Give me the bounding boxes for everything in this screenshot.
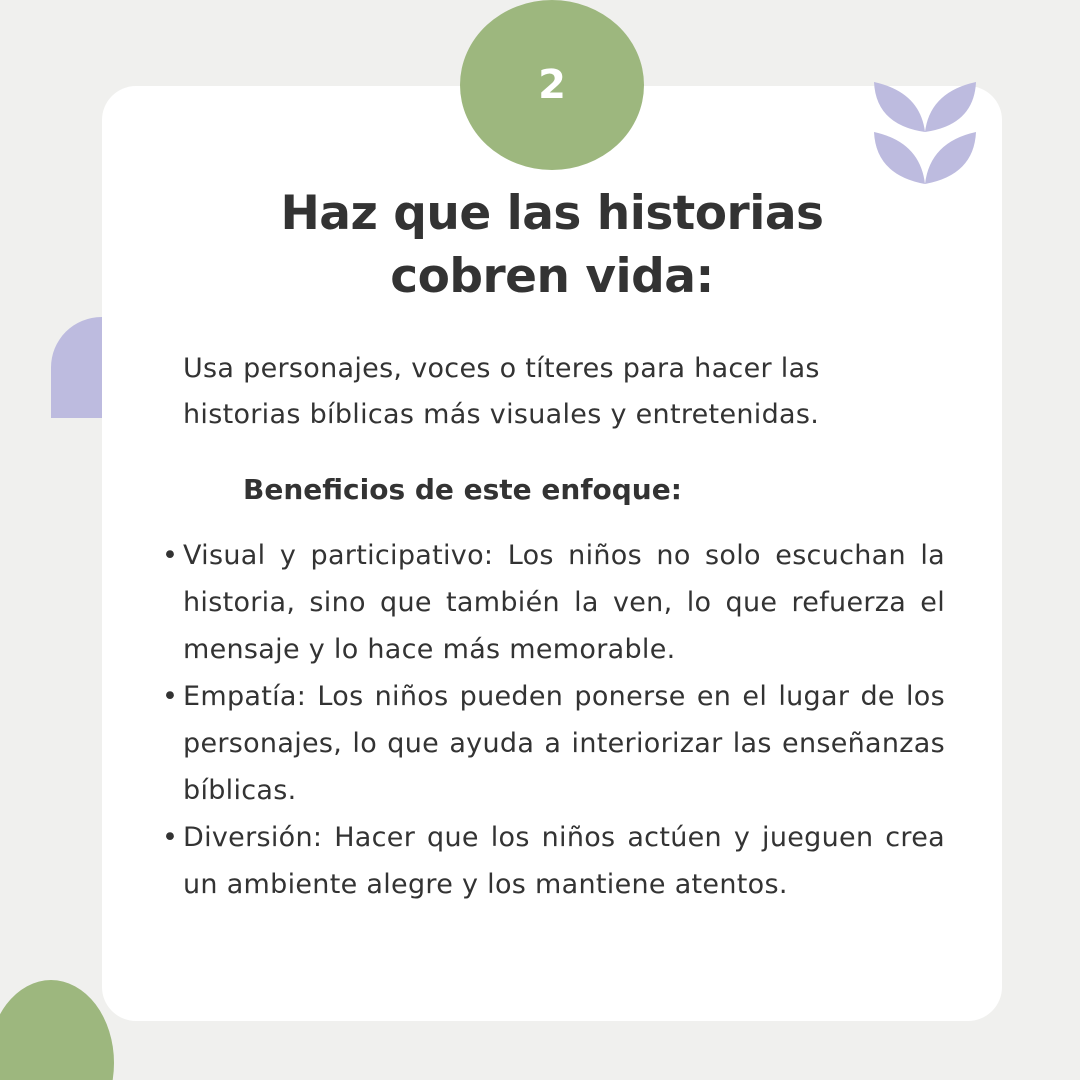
page-title <box>102 182 1002 308</box>
intro-paragraph <box>183 346 943 438</box>
step-number-badge: 2 <box>460 0 644 170</box>
leaf-bottom-right <box>925 132 976 184</box>
benefit-item <box>160 673 945 814</box>
leaf-bottom-left <box>874 132 925 184</box>
benefit-item <box>160 814 945 908</box>
title-line-2: cobren vida: <box>390 249 714 304</box>
intro-line-2: historias bíblicas más visuales y entretenidas. <box>183 399 820 430</box>
bullet-icon: • <box>162 822 179 853</box>
intro-line-1: Usa personajes, voces o títeres para hacer las <box>183 353 820 384</box>
benefit-item <box>160 532 945 673</box>
bullet-icon: • <box>162 681 179 712</box>
leaf-top-left <box>874 82 925 132</box>
leaf-icon <box>872 80 978 186</box>
benefit-text: Diversión: Hacer que los niños actúen y jueguen crea un ambiente alegre y los mantiene atentos. <box>183 822 945 900</box>
benefit-text: Empatía: Los niños pueden ponerse en el lugar de los personajes, lo que ayuda a interiorizar las enseñanzas bíblicas. <box>183 681 945 806</box>
benefits-heading: Beneficios de este enfoque: <box>243 473 682 506</box>
bullet-icon: • <box>162 540 179 571</box>
benefits-list <box>160 532 945 908</box>
leaf-top-right <box>925 82 976 132</box>
title-line-1: Haz que las historias <box>280 186 824 241</box>
green-corner-decoration <box>0 980 114 1080</box>
benefit-text: Visual y participativo: Los niños no solo escuchan la historia, sino que también la ven, lo que refuerza el mensaje y lo hace más memorable. <box>183 540 945 665</box>
